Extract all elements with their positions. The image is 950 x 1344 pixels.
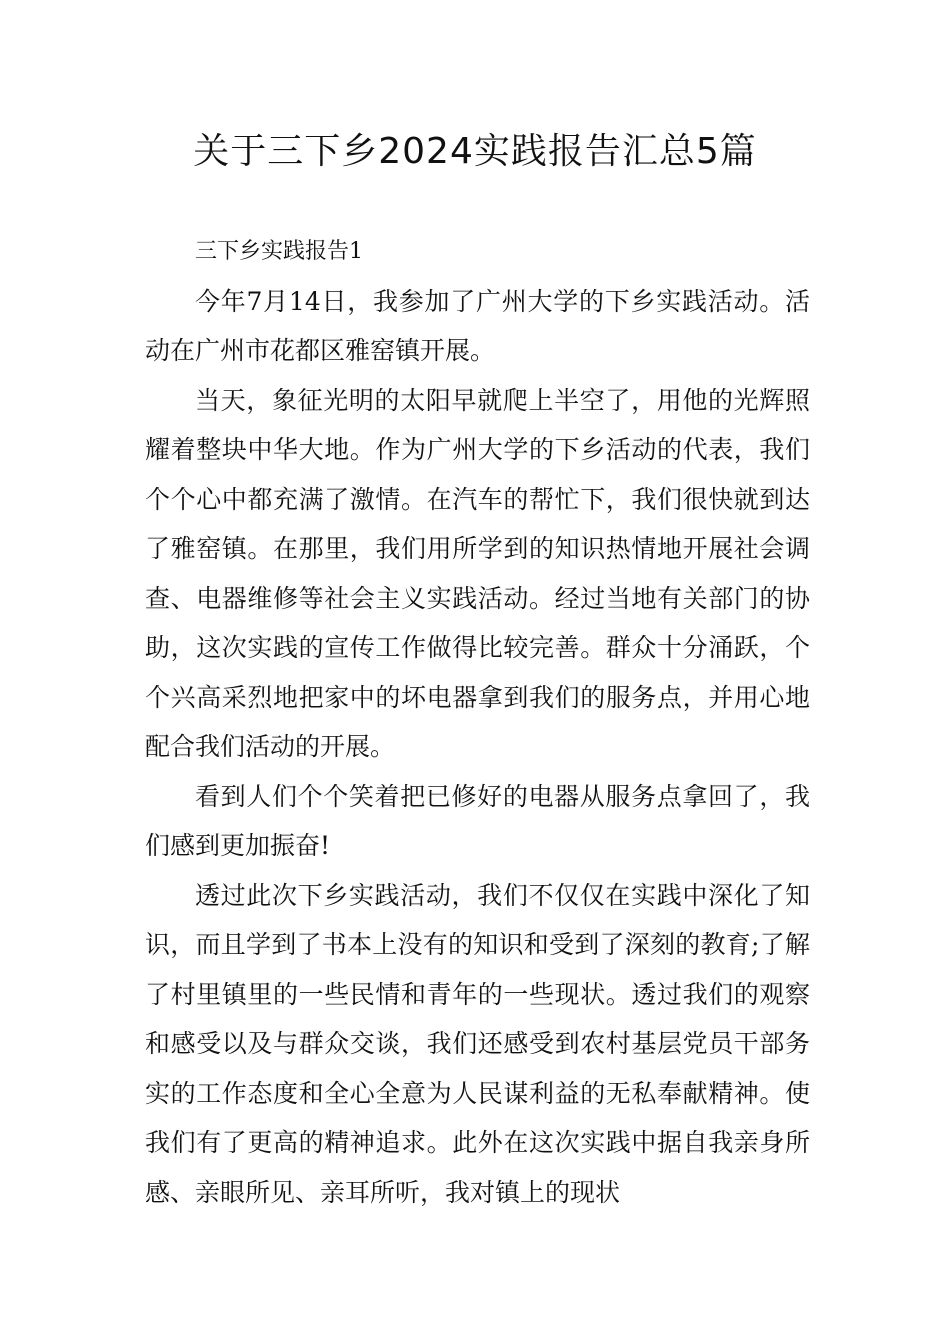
- section-heading: 三下乡实践报告1: [195, 239, 363, 264]
- paragraph-1: 今年7月14日，我参加了广州大学的下乡实践活动。活动在广州市花都区雅窑镇开展。: [145, 286, 810, 365]
- paragraph-4: 透过此次下乡实践活动，我们不仅仅在实践中深化了知识，而且学到了书本上没有的知识和受到了深刻的教育;了解了村里镇里的一些民情和青年的一些现状。透过我们的观察和感受以及与群众交谈，我们还感受到农村基层党员干部务实的工作态度和全心全意为人民谋利益的无私奉献精神。使我们有了更高的精神追求。此外在这次实践中据自我亲身所感、亲眼所见、亲耳所听，我对镇上的现状: [145, 880, 810, 1207]
- paragraph-3: 看到人们个个笑着把已修好的电器从服务点拿回了，我们感到更加振奋!: [145, 781, 810, 860]
- document-body: [145, 227, 810, 1217]
- document-title: 关于三下乡2024实践报告汇总5篇: [193, 131, 757, 172]
- paragraph-2: 当天，象征光明的太阳早就爬上半空了，用他的光辉照耀着整块中华大地。作为广州大学的下乡活动的代表，我们个个心中都充满了激情。在汽车的帮忙下，我们很快就到达了雅窑镇。在那里，我们用所学到的知识热情地开展社会调查、电器维修等社会主义实践活动。经过当地有关部门的协助，这次实践的宣传工作做得比较完善。群众十分涌跃，个个兴高采烈地把家中的坏电器拿到我们的服务点，并用心地配合我们活动的开展。: [145, 385, 810, 761]
